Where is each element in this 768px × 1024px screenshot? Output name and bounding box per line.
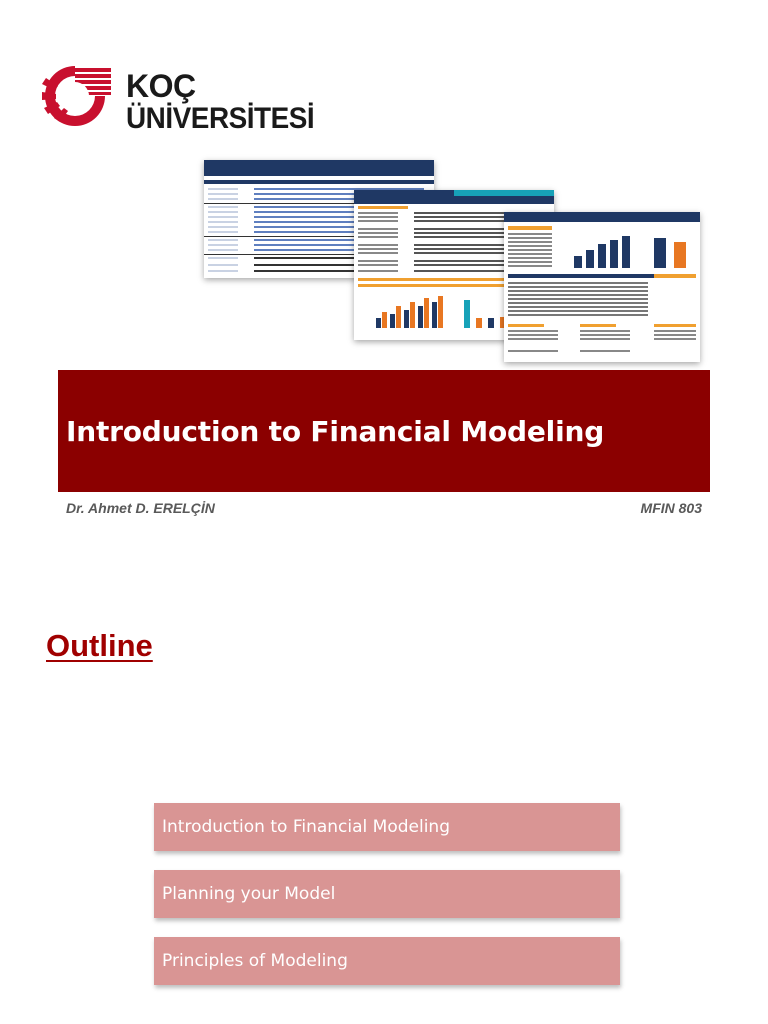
title-banner <box>58 370 710 492</box>
koc-logo-icon <box>34 58 116 130</box>
outline-item-introduction[interactable]: Introduction to Financial Modeling <box>154 803 620 851</box>
university-logo <box>34 58 334 135</box>
outline-item-planning[interactable]: Planning your Model <box>154 870 620 918</box>
course-code: MFIN 803 <box>640 500 702 516</box>
spreadsheet-thumbnails <box>204 160 704 365</box>
outline-item-principles[interactable]: Principles of Modeling <box>154 937 620 985</box>
page-title: Introduction to Financial Modeling <box>66 415 605 448</box>
logo-line1: KOÇ <box>126 68 196 104</box>
outline-heading: Outline <box>46 628 153 663</box>
spreadsheet-thumbnail-dashboard <box>504 212 700 362</box>
author-name: Dr. Ahmet D. ERELÇİN <box>66 500 215 516</box>
logo-line2: ÜNİVERSİTESİ <box>126 102 315 135</box>
